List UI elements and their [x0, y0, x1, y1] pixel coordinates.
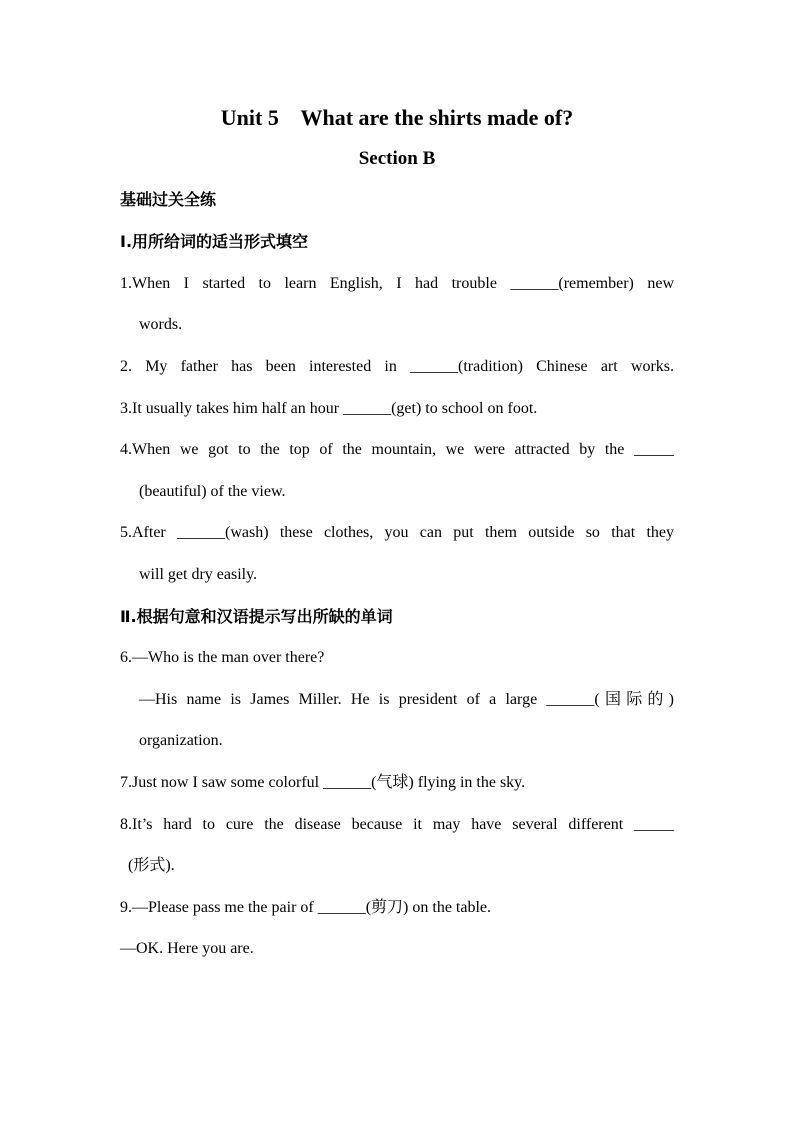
question-9-line-2: —OK. Here you are.: [120, 940, 254, 957]
question-5-line-1: 5.After ______(wash) these clothes, you can put them outside so that they: [120, 524, 674, 541]
question-2: 2. My father has been interested in ______(tradition) Chinese art works.: [120, 358, 674, 375]
part2-heading: Ⅱ.根据句意和汉语提示写出所缺的单词: [120, 607, 393, 626]
part1-heading: Ⅰ.用所给词的适当形式填空: [120, 232, 309, 251]
question-6-line-3: organization.: [139, 732, 223, 749]
question-7: 7.Just now I saw some colorful ______(气球) flying in the sky.: [120, 774, 526, 791]
page-title: Unit 5 What are the shirts made of?: [220, 105, 574, 130]
question-5-line-2: will get dry easily.: [139, 566, 258, 583]
question-8-line-1: 8.It’s hard to cure the disease because it may have several different _____: [120, 816, 674, 833]
question-4-line-1: 4.When we got to the top of the mountain, we were attracted by the _____: [120, 441, 674, 458]
question-6-line-1: 6.—Who is the man over there?: [120, 649, 325, 666]
practice-label: 基础过关全练: [120, 190, 217, 209]
question-6-line-2: —His name is James Miller. He is president of a large ______(国际的): [139, 691, 674, 708]
question-8-line-2: (形式).: [128, 857, 175, 874]
section-title: Section B: [358, 148, 436, 169]
question-1-line-1: 1.When I started to learn English, I had trouble ______(remember) new: [120, 275, 674, 292]
question-4-line-2: (beautiful) of the view.: [139, 483, 286, 500]
question-1-line-2: words.: [139, 316, 183, 333]
question-9-line-1: 9.—Please pass me the pair of ______(剪刀) on the table.: [120, 899, 492, 916]
question-3: 3.It usually takes him half an hour ______(get) to school on foot.: [120, 400, 538, 417]
